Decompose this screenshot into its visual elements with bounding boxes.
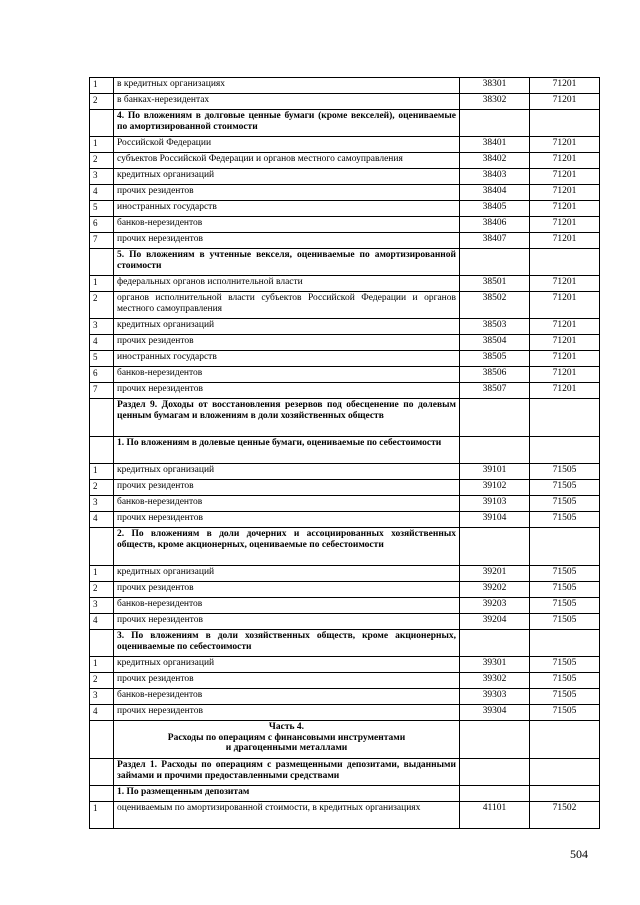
- row-number: 7: [90, 383, 114, 399]
- part-heading-row: [90, 721, 600, 759]
- symbol-code: 71505: [530, 464, 600, 480]
- row-number: 4: [90, 335, 114, 351]
- symbol-code: 71201: [530, 78, 600, 94]
- row-name: банков-нерезидентов: [114, 217, 460, 233]
- row-number: 3: [90, 598, 114, 614]
- row-number: [90, 759, 114, 786]
- page-number: 504: [570, 847, 588, 861]
- section-heading-row: [90, 528, 600, 566]
- symbol-code: [530, 528, 600, 566]
- symbol-code: [530, 437, 600, 464]
- account-code: 39101: [460, 464, 530, 480]
- table-row: [90, 319, 600, 335]
- account-code: 39301: [460, 657, 530, 673]
- account-code: 38406: [460, 217, 530, 233]
- row-number: 3: [90, 169, 114, 185]
- row-number: 4: [90, 185, 114, 201]
- symbol-code: 71201: [530, 292, 600, 319]
- row-name: банков-нерезидентов: [114, 598, 460, 614]
- account-code: 38507: [460, 383, 530, 399]
- section-heading-row: [90, 630, 600, 657]
- symbol-code: [530, 786, 600, 802]
- row-name: оцениваемым по амортизированной стоимости, в кредитных организациях: [114, 802, 460, 829]
- section-heading-row: [90, 437, 600, 464]
- row-number: 2: [90, 153, 114, 169]
- table-row: [90, 673, 600, 689]
- symbol-code: 71201: [530, 185, 600, 201]
- account-code: 39302: [460, 673, 530, 689]
- account-code: 38502: [460, 292, 530, 319]
- account-code: 38405: [460, 201, 530, 217]
- row-name: прочих нерезидентов: [114, 233, 460, 249]
- symbol-code: [530, 721, 600, 759]
- row-number: 2: [90, 94, 114, 110]
- symbol-code: 71505: [530, 598, 600, 614]
- table-row: [90, 496, 600, 512]
- symbol-code: 71201: [530, 319, 600, 335]
- account-code: [460, 437, 530, 464]
- row-name: в кредитных организациях: [114, 78, 460, 94]
- account-code: [460, 110, 530, 137]
- table-row: [90, 276, 600, 292]
- account-code: 38503: [460, 319, 530, 335]
- symbol-code: 71201: [530, 137, 600, 153]
- row-number: 2: [90, 582, 114, 598]
- table-row: [90, 335, 600, 351]
- section-heading-row: [90, 110, 600, 137]
- table-row: [90, 689, 600, 705]
- row-number: 1: [90, 464, 114, 480]
- account-code: 38506: [460, 367, 530, 383]
- symbol-code: 71201: [530, 276, 600, 292]
- symbol-code: 71201: [530, 201, 600, 217]
- account-code: 38505: [460, 351, 530, 367]
- row-name: 3. По вложениям в доли хозяйственных обществ, кроме акционерных, оцениваемые по себестоимости: [114, 630, 460, 657]
- row-number: 5: [90, 201, 114, 217]
- row-number: 4: [90, 512, 114, 528]
- row-name: 4. По вложениям в долговые ценные бумаги (кроме векселей), оцениваемые по амортизированной стоимости: [114, 110, 460, 137]
- account-code: [460, 759, 530, 786]
- row-number: 2: [90, 292, 114, 319]
- row-number: [90, 528, 114, 566]
- symbol-code: [530, 249, 600, 276]
- symbol-code: 71201: [530, 367, 600, 383]
- symbol-code: [530, 759, 600, 786]
- table-row: [90, 292, 600, 319]
- symbol-code: 71505: [530, 496, 600, 512]
- symbol-code: 71201: [530, 233, 600, 249]
- row-number: 3: [90, 319, 114, 335]
- row-number: 1: [90, 657, 114, 673]
- row-number: 1: [90, 566, 114, 582]
- row-name: иностранных государств: [114, 351, 460, 367]
- symbol-code: 71201: [530, 94, 600, 110]
- symbol-code: 71502: [530, 802, 600, 829]
- row-name: федеральных органов исполнительной власти: [114, 276, 460, 292]
- row-number: [90, 249, 114, 276]
- row-number: 6: [90, 367, 114, 383]
- account-code: [460, 630, 530, 657]
- symbol-code: 71201: [530, 169, 600, 185]
- section-heading-row: [90, 786, 600, 802]
- row-name: прочих нерезидентов: [114, 383, 460, 399]
- table-row: [90, 464, 600, 480]
- row-number: 2: [90, 673, 114, 689]
- row-name: прочих резидентов: [114, 185, 460, 201]
- row-number: [90, 630, 114, 657]
- row-number: 3: [90, 496, 114, 512]
- table-row: [90, 705, 600, 721]
- symbol-code: 71505: [530, 566, 600, 582]
- row-name: кредитных организаций: [114, 566, 460, 582]
- account-code: 38501: [460, 276, 530, 292]
- row-name: кредитных организаций: [114, 657, 460, 673]
- table-row: [90, 137, 600, 153]
- row-name: прочих нерезидентов: [114, 705, 460, 721]
- table-row: [90, 657, 600, 673]
- table-row: [90, 351, 600, 367]
- row-name: банков-нерезидентов: [114, 689, 460, 705]
- account-code: [460, 721, 530, 759]
- row-number: [90, 110, 114, 137]
- table-row: [90, 582, 600, 598]
- row-name: прочих резидентов: [114, 673, 460, 689]
- symbol-code: 71505: [530, 614, 600, 630]
- row-number: 5: [90, 351, 114, 367]
- symbol-code: 71505: [530, 582, 600, 598]
- row-name: кредитных организаций: [114, 169, 460, 185]
- row-name: Российской Федерации: [114, 137, 460, 153]
- account-code: 39204: [460, 614, 530, 630]
- table-row: [90, 802, 600, 829]
- row-number: 3: [90, 689, 114, 705]
- row-name: кредитных организаций: [114, 464, 460, 480]
- table-row: [90, 217, 600, 233]
- symbol-code: [530, 399, 600, 437]
- row-number: 4: [90, 614, 114, 630]
- row-name: Часть 4. Расходы по операциям с финансовыми инструментами и драгоценными металлами: [114, 721, 460, 759]
- account-code: 38302: [460, 94, 530, 110]
- account-code: 39102: [460, 480, 530, 496]
- account-code: 39303: [460, 689, 530, 705]
- row-name: прочих резидентов: [114, 335, 460, 351]
- row-number: [90, 399, 114, 437]
- account-code: [460, 786, 530, 802]
- symbol-code: 71201: [530, 335, 600, 351]
- row-name: субъектов Российской Федерации и органов местного самоуправления: [114, 153, 460, 169]
- accounts-table: [89, 77, 600, 829]
- symbol-code: 71201: [530, 153, 600, 169]
- section-heading-row: [90, 249, 600, 276]
- row-number: [90, 437, 114, 464]
- symbol-code: [530, 110, 600, 137]
- account-code: 38404: [460, 185, 530, 201]
- row-name: Раздел 1. Расходы по операциям с размещенными депозитами, выданными займами и прочими предоставленными средствами: [114, 759, 460, 786]
- row-name: прочих резидентов: [114, 480, 460, 496]
- account-code: 39304: [460, 705, 530, 721]
- row-name: прочих нерезидентов: [114, 512, 460, 528]
- table-row: [90, 598, 600, 614]
- account-code: 38301: [460, 78, 530, 94]
- row-number: 1: [90, 802, 114, 829]
- account-code: 39104: [460, 512, 530, 528]
- account-code: [460, 399, 530, 437]
- row-name: органов исполнительной власти субъектов Российской Федерации и органов местного самоуправления: [114, 292, 460, 319]
- row-number: 6: [90, 217, 114, 233]
- symbol-code: 71505: [530, 689, 600, 705]
- symbol-code: [530, 630, 600, 657]
- row-number: 1: [90, 137, 114, 153]
- table-row: [90, 78, 600, 94]
- account-code: 41101: [460, 802, 530, 829]
- row-number: 2: [90, 480, 114, 496]
- table-row: [90, 367, 600, 383]
- row-number: [90, 786, 114, 802]
- table-row: [90, 614, 600, 630]
- account-code: 38403: [460, 169, 530, 185]
- table-row: [90, 94, 600, 110]
- table-row: [90, 169, 600, 185]
- account-code: 38402: [460, 153, 530, 169]
- row-name: 1. По размещенным депозитам: [114, 786, 460, 802]
- row-number: 1: [90, 78, 114, 94]
- row-name: банков-нерезидентов: [114, 496, 460, 512]
- account-code: 39103: [460, 496, 530, 512]
- symbol-code: 71505: [530, 705, 600, 721]
- row-number: 4: [90, 705, 114, 721]
- row-name: 5. По вложениям в учтенные векселя, оцениваемые по амортизированной стоимости: [114, 249, 460, 276]
- account-code: 39202: [460, 582, 530, 598]
- section-heading-row: [90, 399, 600, 437]
- symbol-code: 71201: [530, 383, 600, 399]
- table-row: [90, 383, 600, 399]
- account-code: 39203: [460, 598, 530, 614]
- symbol-code: 71201: [530, 217, 600, 233]
- table-row: [90, 480, 600, 496]
- symbol-code: 71505: [530, 480, 600, 496]
- account-code: 38407: [460, 233, 530, 249]
- table-row: [90, 233, 600, 249]
- row-number: 1: [90, 276, 114, 292]
- symbol-code: 71505: [530, 512, 600, 528]
- symbol-code: 71505: [530, 673, 600, 689]
- table-row: [90, 185, 600, 201]
- account-code: [460, 249, 530, 276]
- row-name: 1. По вложениям в долевые ценные бумаги, оцениваемые по себестоимости: [114, 437, 460, 464]
- table-row: [90, 566, 600, 582]
- table-row: [90, 153, 600, 169]
- row-name: прочих нерезидентов: [114, 614, 460, 630]
- symbol-code: 71505: [530, 657, 600, 673]
- row-name: кредитных организаций: [114, 319, 460, 335]
- account-code: 38401: [460, 137, 530, 153]
- symbol-code: 71201: [530, 351, 600, 367]
- row-number: [90, 721, 114, 759]
- account-code: [460, 528, 530, 566]
- row-name: иностранных государств: [114, 201, 460, 217]
- row-name: в банках-нерезидентах: [114, 94, 460, 110]
- row-name: Раздел 9. Доходы от восстановления резервов под обесценение по долевым ценным бумагам и вложениям в доли хозяйственных обществ: [114, 399, 460, 437]
- table-row: [90, 512, 600, 528]
- row-name: прочих резидентов: [114, 582, 460, 598]
- row-name: банков-нерезидентов: [114, 367, 460, 383]
- account-code: 38504: [460, 335, 530, 351]
- row-name: 2. По вложениям в доли дочерних и ассоциированных хозяйственных обществ, кроме акционерных, оцениваемые по себестоимости: [114, 528, 460, 566]
- table-row: [90, 201, 600, 217]
- row-number: 7: [90, 233, 114, 249]
- section-heading-row: [90, 759, 600, 786]
- account-code: 39201: [460, 566, 530, 582]
